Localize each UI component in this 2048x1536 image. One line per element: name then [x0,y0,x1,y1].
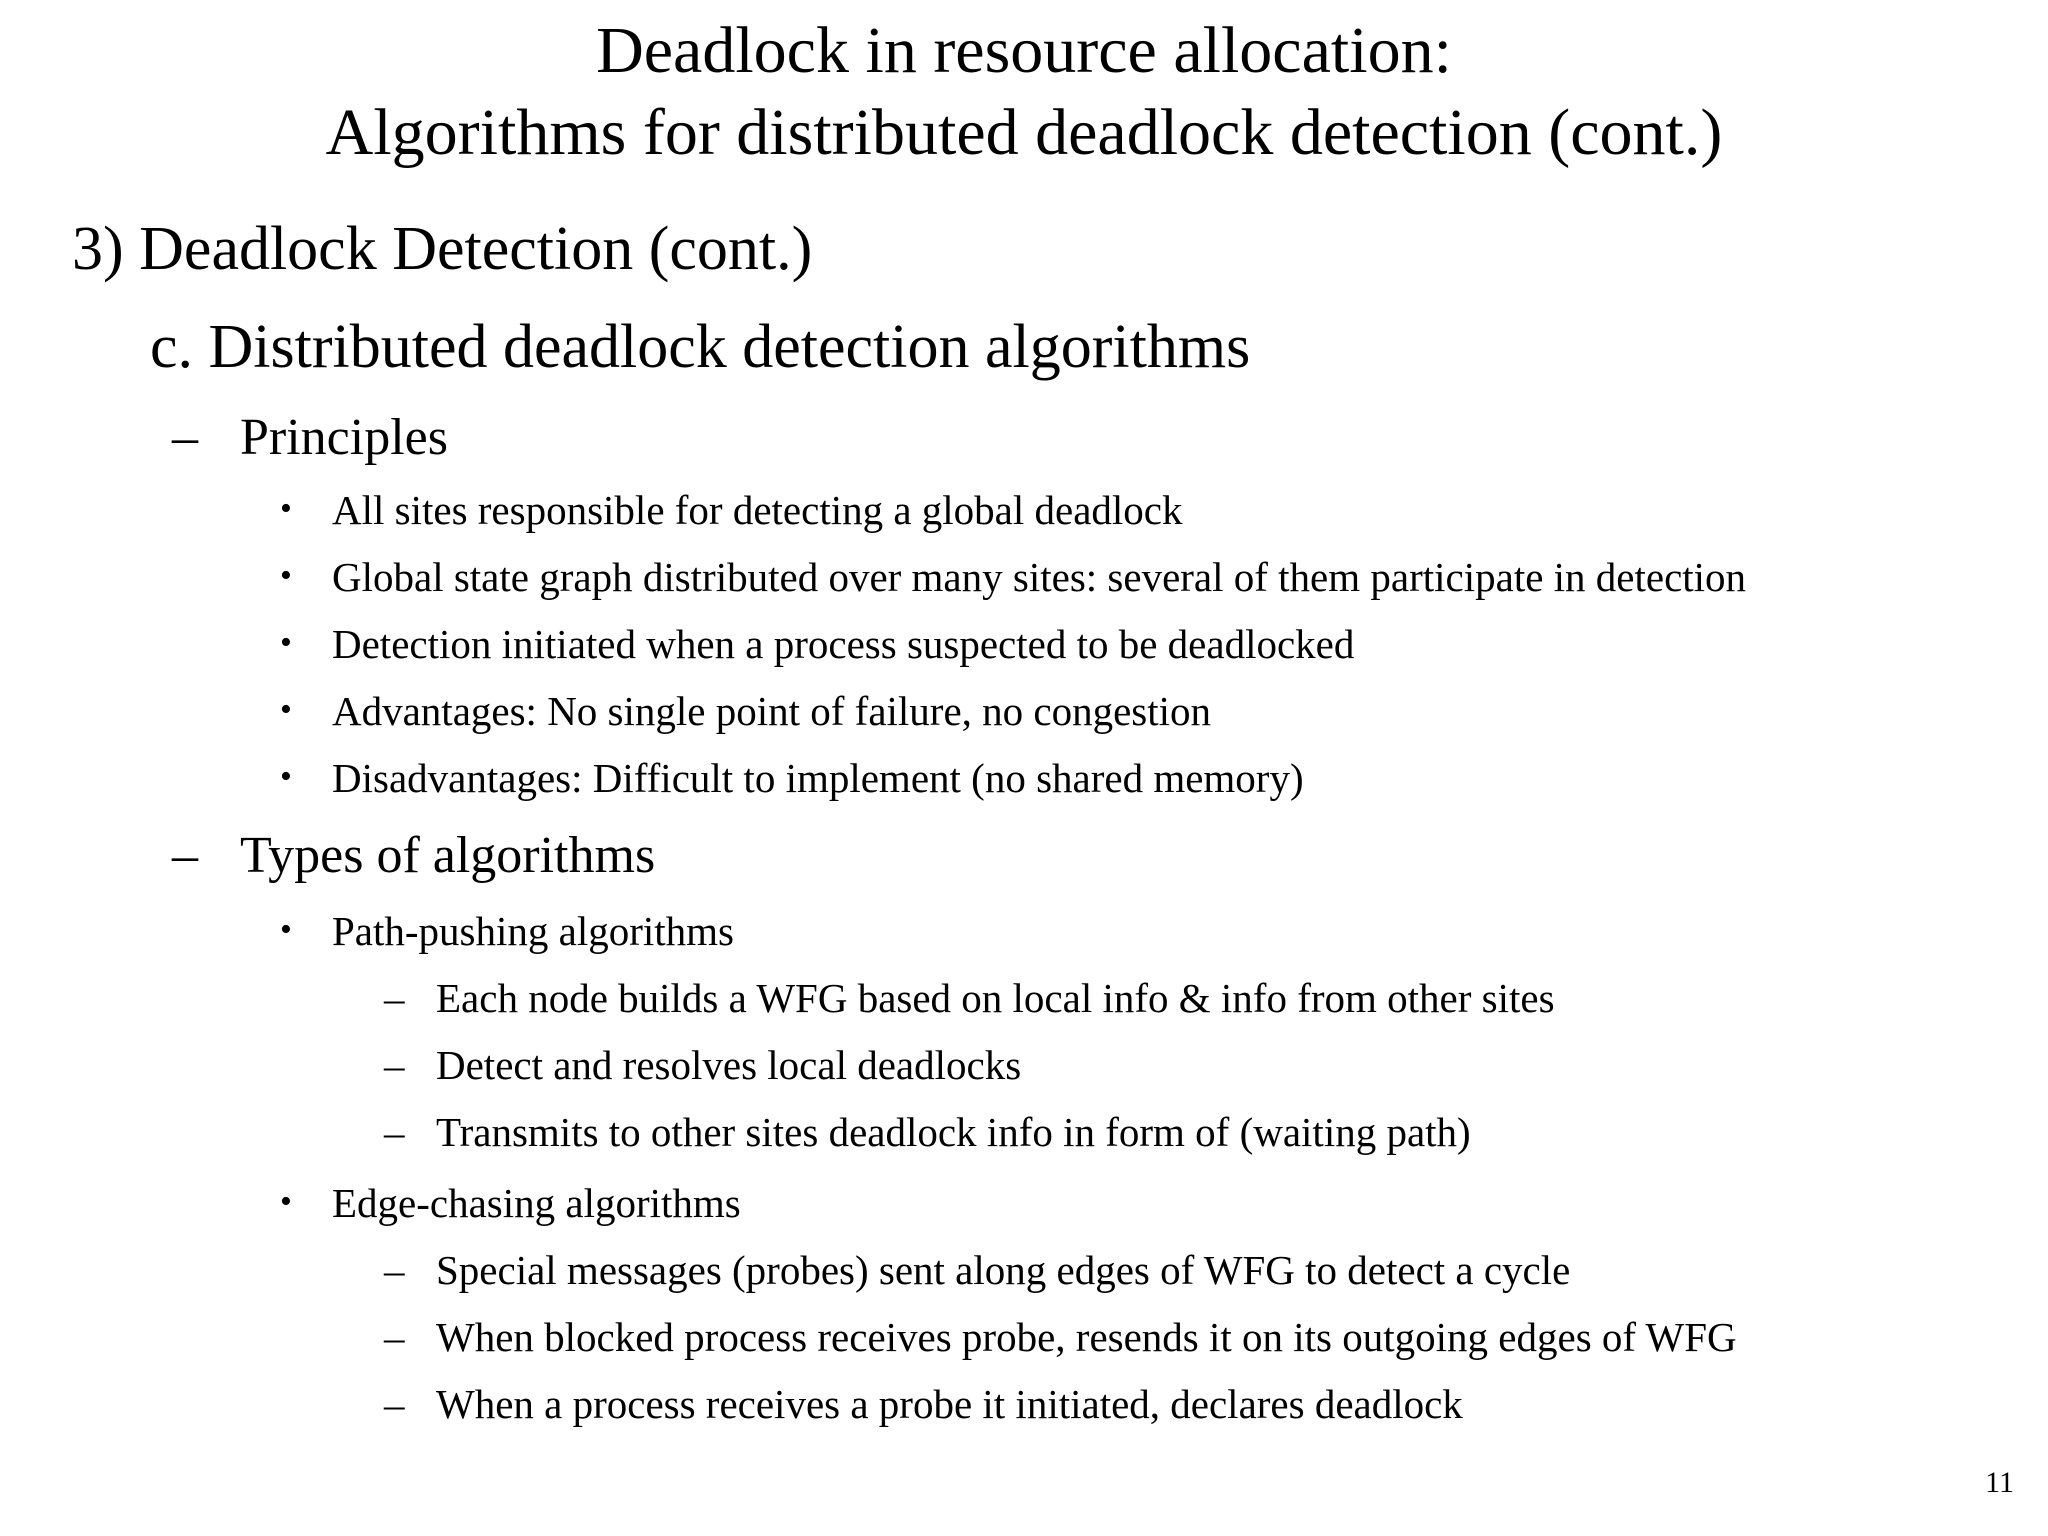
bullet-text: Detection initiated when a process suspected to be deadlocked [332,621,1355,667]
bullet-text: Disadvantages: Difficult to implement (no shared memory) [332,755,1304,801]
sub-item-text: Transmits to other sites deadlock info in form of (waiting path) [436,1109,1471,1155]
sub-item-text: Detect and resolves local deadlocks [436,1042,1022,1088]
page-number: 11 [1985,1466,2014,1499]
sub-item-text: When blocked process receives probe, resends it on its outgoing edges of WFG [436,1314,1737,1360]
dash-marker: – [384,1109,405,1155]
section-heading: 3) Deadlock Detection (cont.) [72,215,813,283]
dash-marker: – [172,409,198,466]
bullet-marker: • [280,1183,292,1220]
bullet-text: All sites responsible for detecting a global deadlock [332,487,1183,533]
dash-marker: – [384,1042,405,1088]
bullet-marker: • [280,557,292,594]
bullet-text: Advantages: No single point of failure, no congestion [332,688,1212,734]
bullet-text: Edge-chasing algorithms [332,1180,741,1226]
dash-marker: – [384,975,405,1021]
bullet-marker: • [280,691,292,728]
dash-marker: – [384,1247,405,1293]
dash-marker: – [384,1314,405,1360]
dash-marker: – [172,827,198,884]
bullet-text: Global state graph distributed over many sites: several of them participate in detection [332,554,1747,600]
sub-item-text: When a process receives a probe it initiated, declares deadlock [436,1381,1463,1427]
dash-marker: – [384,1381,405,1427]
bullet-marker: • [280,490,292,527]
slide-title-line-2: Algorithms for distributed deadlock detection (cont.) [325,96,1723,169]
sub-item-text: Special messages (probes) sent along edges of WFG to detect a cycle [436,1247,1571,1293]
bullet-marker: • [280,624,292,661]
sub-item-text: Each node builds a WFG based on local info & info from other sites [436,975,1555,1021]
slide-title-line-1: Deadlock in resource allocation: [596,14,1452,87]
subsection-heading: c. Distributed deadlock detection algorithms [150,313,1251,381]
bullet-marker: • [280,911,292,948]
bullet-text: Path-pushing algorithms [332,908,735,954]
bullet-marker: • [280,758,292,795]
list-item-label: Types of algorithms [240,827,656,884]
list-item-label: Principles [240,409,448,466]
